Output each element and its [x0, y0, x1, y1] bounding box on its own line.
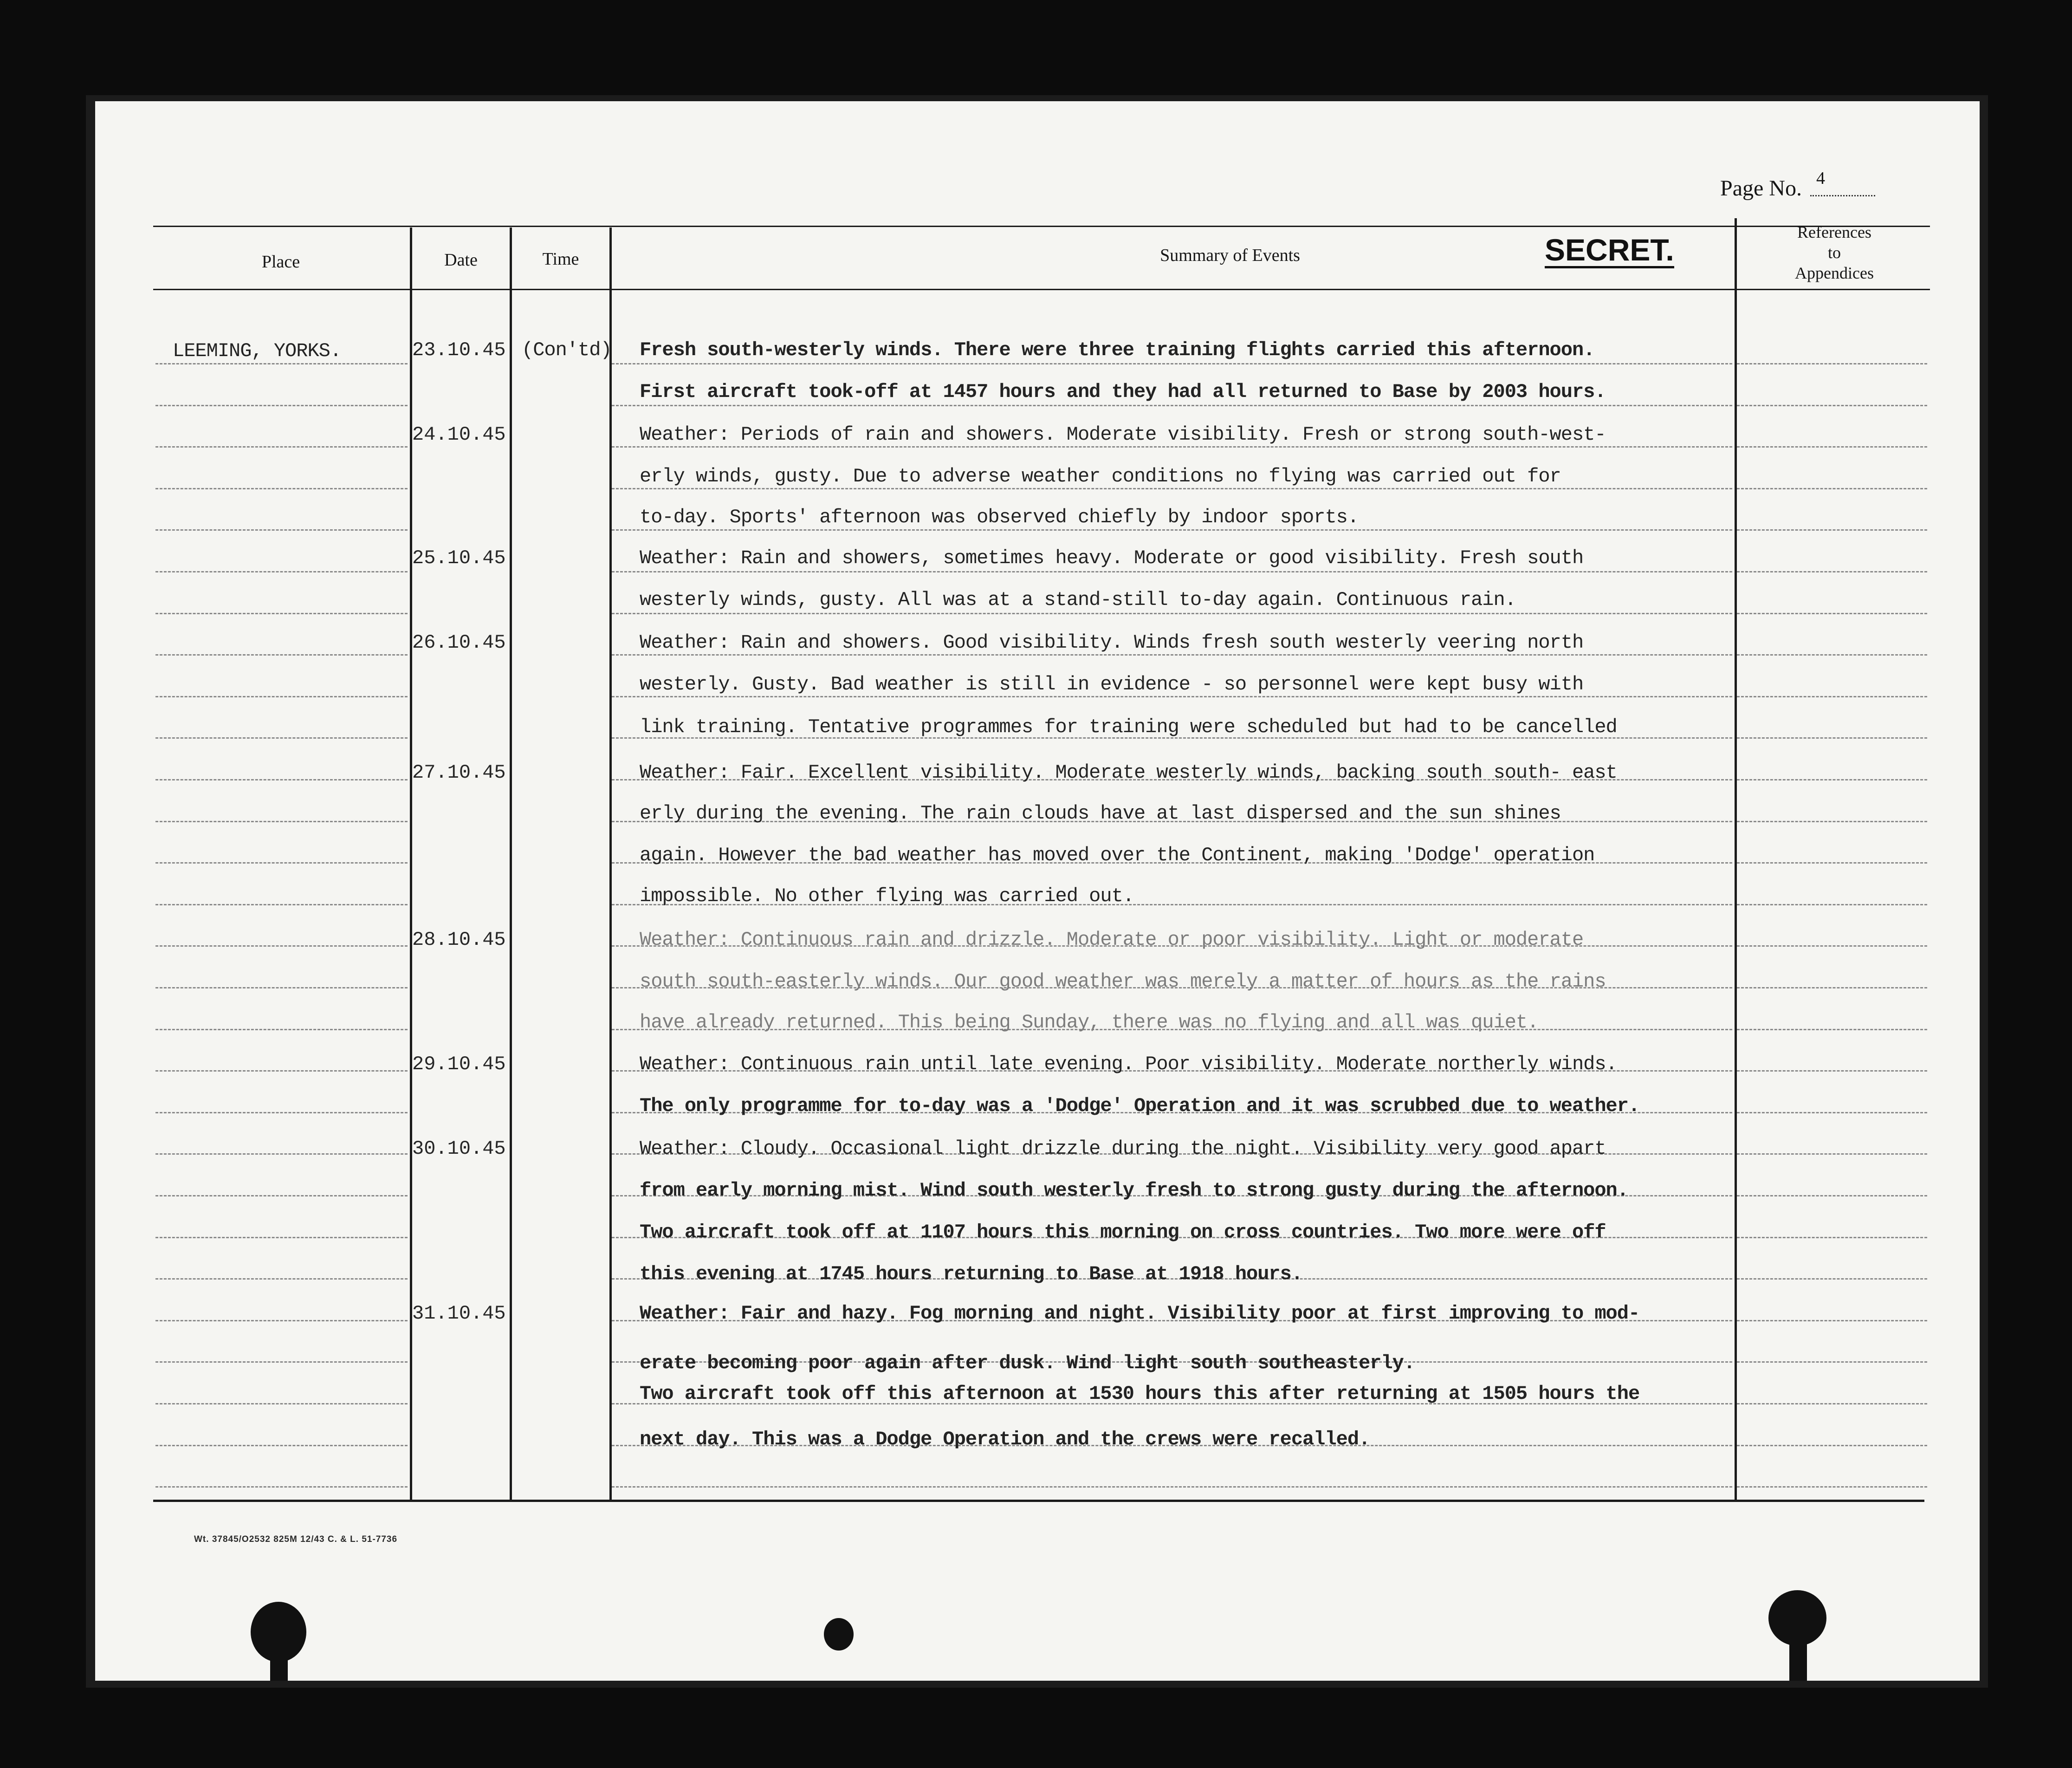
summary-line: this evening at 1745 hours returning to Base at 1918 hours.: [640, 1263, 1303, 1285]
ruled-line: [155, 613, 408, 614]
column-divider-date: [510, 228, 512, 1502]
ruled-line: [1737, 779, 1927, 780]
ruled-line: [155, 779, 408, 780]
ruled-line: [155, 862, 408, 864]
ruled-line: [1737, 1361, 1927, 1363]
ruled-line: [155, 405, 408, 406]
date-entry: 30.10.45: [412, 1138, 506, 1160]
column-header-place: Place: [261, 252, 300, 272]
ruled-line: [612, 529, 1732, 531]
summary-line: Weather: Fair and hazy. Fog morning and night. Visibility poor at first improving to mod-: [640, 1302, 1640, 1325]
ruled-line: [155, 1278, 408, 1280]
ruled-line: [1737, 737, 1927, 739]
references-line-2: to: [1827, 243, 1841, 262]
summary-line: Weather: Rain and showers. Good visibility. Winds fresh south westerly veering north: [640, 631, 1584, 654]
ruled-line: [612, 654, 1732, 656]
summary-line: Weather: Continuous rain until late evening. Poor visibility. Moderate northerly winds.: [640, 1053, 1617, 1075]
ruled-line: [155, 945, 408, 947]
references-line-3: Appendices: [1795, 264, 1874, 282]
summary-line: Two aircraft took off at 1107 hours this morning on cross countries. Two more were off: [640, 1221, 1606, 1243]
ruled-line: [1737, 862, 1927, 864]
summary-line: erly winds, gusty. Due to adverse weather conditions no flying was carried out for: [640, 465, 1561, 488]
ruled-line: [155, 821, 408, 822]
summary-line: south south-easterly winds. Our good weather was merely a matter of hours as the rains: [640, 970, 1606, 993]
printer-mark: Wt. 37845/O2532 825M 12/43 C. & L. 51-7736: [194, 1534, 398, 1544]
ruled-line: [1737, 1320, 1927, 1321]
column-header-references: [1737, 222, 1932, 283]
date-entry: 25.10.45: [412, 547, 506, 569]
punch-hole-left-slot: [270, 1653, 288, 1681]
page-number-dotted-line: [1810, 195, 1875, 196]
ruled-line: [1737, 696, 1927, 697]
ruled-line: [1737, 1278, 1927, 1280]
summary-line: link training. Tentative programmes for training were scheduled but had to be cancelled: [640, 716, 1617, 738]
ruled-line: [155, 1070, 408, 1072]
ruled-line: [155, 1029, 408, 1030]
ruled-line: [1737, 987, 1927, 988]
ruled-line: [1737, 821, 1927, 822]
ruled-line: [155, 737, 408, 739]
date-entry: 31.10.45: [412, 1302, 506, 1325]
ruled-line: [1737, 363, 1927, 364]
ruled-line: [612, 488, 1732, 489]
summary-line: westerly. Gusty. Bad weather is still in evidence - so personnel were kept busy with: [640, 673, 1584, 696]
ruled-line: [155, 1153, 408, 1155]
header-bottom-border: [153, 289, 1930, 290]
ruled-line: [612, 1486, 1732, 1488]
ruled-line: [155, 1403, 408, 1404]
ruled-line: [155, 654, 408, 656]
summary-line: Weather: Cloudy. Occasional light drizzle during the night. Visibility very good apart: [640, 1138, 1606, 1160]
summary-line: to-day. Sports' afternoon was observed chiefly by indoor sports.: [640, 506, 1359, 528]
page-number-label: Page No.: [1720, 176, 1802, 201]
ruled-line: [1737, 904, 1927, 905]
column-divider-time: [609, 228, 612, 1502]
column-header-date: Date: [444, 250, 478, 270]
ruled-line: [1737, 571, 1927, 572]
references-line-1: References: [1797, 223, 1871, 241]
table-bottom-border: [153, 1500, 1924, 1502]
ruled-line: [1737, 1237, 1927, 1238]
date-entry: 23.10.45: [412, 339, 506, 361]
ruled-line: [612, 363, 1732, 364]
ruled-line: [155, 529, 408, 531]
ruled-line: [1737, 1403, 1927, 1404]
summary-line: Weather: Fair. Excellent visibility. Moderate westerly winds, backing south south- east: [640, 761, 1617, 784]
summary-line: next day. This was a Dodge Operation and the crews were recalled.: [640, 1428, 1370, 1450]
summary-line: again. However the bad weather has moved over the Continent, making 'Dodge' operation: [640, 844, 1595, 866]
ruled-line: [155, 488, 408, 489]
ruled-line: [155, 1445, 408, 1446]
punch-hole-right-slot: [1789, 1639, 1807, 1681]
ruled-line: [1737, 1153, 1927, 1155]
ruled-line: [155, 904, 408, 905]
ruled-line: [155, 1237, 408, 1238]
date-entry: 28.10.45: [412, 929, 506, 951]
ruled-line: [612, 613, 1732, 614]
summary-line: erate becoming poor again after dusk. Wind light south southeasterly.: [640, 1352, 1415, 1374]
ruled-line: [155, 1486, 408, 1488]
summary-line: Weather: Rain and showers, sometimes heavy. Moderate or good visibility. Fresh south: [640, 547, 1584, 569]
summary-line: Two aircraft took off this afternoon at 1530 hours this after returning at 1505 hours the: [640, 1383, 1640, 1405]
secret-classification-stamp: SECRET.: [1545, 234, 1674, 268]
ruled-line: [1737, 529, 1927, 531]
place-entry: LEEMING, YORKS.: [173, 340, 342, 362]
ruled-line: [155, 363, 408, 364]
ruled-line: [1737, 405, 1927, 406]
date-entry: 29.10.45: [412, 1053, 506, 1075]
ruled-line: [612, 405, 1732, 406]
ruled-line: [1737, 654, 1927, 656]
ruled-line: [1737, 1070, 1927, 1072]
punch-hole-center: [824, 1618, 854, 1651]
ruled-line: [612, 696, 1732, 697]
ruled-line: [155, 1361, 408, 1363]
summary-line: from early morning mist. Wind south westerly fresh to strong gusty during the afternoon.: [640, 1179, 1628, 1202]
ruled-line: [1737, 945, 1927, 947]
punch-hole-right: [1768, 1590, 1826, 1646]
summary-line: westerly winds, gusty. All was at a stand-still to-day again. Continuous rain.: [640, 589, 1516, 611]
ruled-line: [1737, 613, 1927, 614]
ruled-line: [155, 1320, 408, 1321]
ruled-line: [1737, 1195, 1927, 1196]
table-top-border: [153, 226, 1930, 227]
ruled-line: [1737, 446, 1927, 448]
ruled-line: [1737, 1486, 1927, 1488]
ruled-line: [155, 987, 408, 988]
ruled-line: [1737, 1112, 1927, 1113]
ruled-line: [155, 446, 408, 448]
ruled-line: [155, 696, 408, 697]
ruled-line: [155, 1112, 408, 1113]
ruled-line: [155, 1195, 408, 1196]
column-divider-summary: [1735, 218, 1737, 1502]
ruled-line: [612, 446, 1732, 448]
summary-line: The only programme for to-day was a 'Dodge' Operation and it was scrubbed due to weather.: [640, 1095, 1640, 1117]
column-header-summary: Summary of Events: [1160, 246, 1300, 265]
date-entry: 26.10.45: [412, 631, 506, 654]
ruled-line: [155, 571, 408, 572]
summary-line: impossible. No other flying was carried out.: [640, 885, 1134, 907]
summary-line: have already returned. This being Sunday, there was no flying and all was quiet.: [640, 1011, 1539, 1034]
date-entry: 27.10.45: [412, 761, 506, 784]
date-entry: 24.10.45: [412, 423, 506, 446]
summary-line: First aircraft took-off at 1457 hours and they had all returned to Base by 2003 hours.: [640, 381, 1606, 403]
ruled-line: [1737, 1029, 1927, 1030]
summary-line: Weather: Continuous rain and drizzle. Moderate or poor visibility. Light or moderate: [640, 929, 1584, 951]
column-header-time: Time: [542, 249, 579, 269]
time-entry: (Con'td): [522, 339, 612, 361]
ruled-line: [612, 571, 1732, 572]
ruled-line: [1737, 1445, 1927, 1446]
page-number: 4: [1816, 169, 1825, 188]
summary-line: Fresh south-westerly winds. There were three training flights carried this afternoon.: [640, 339, 1595, 361]
summary-line: Weather: Periods of rain and showers. Moderate visibility. Fresh or strong south-west-: [640, 423, 1606, 446]
ruled-line: [1737, 488, 1927, 489]
summary-line: erly during the evening. The rain clouds have at last dispersed and the sun shines: [640, 802, 1561, 825]
